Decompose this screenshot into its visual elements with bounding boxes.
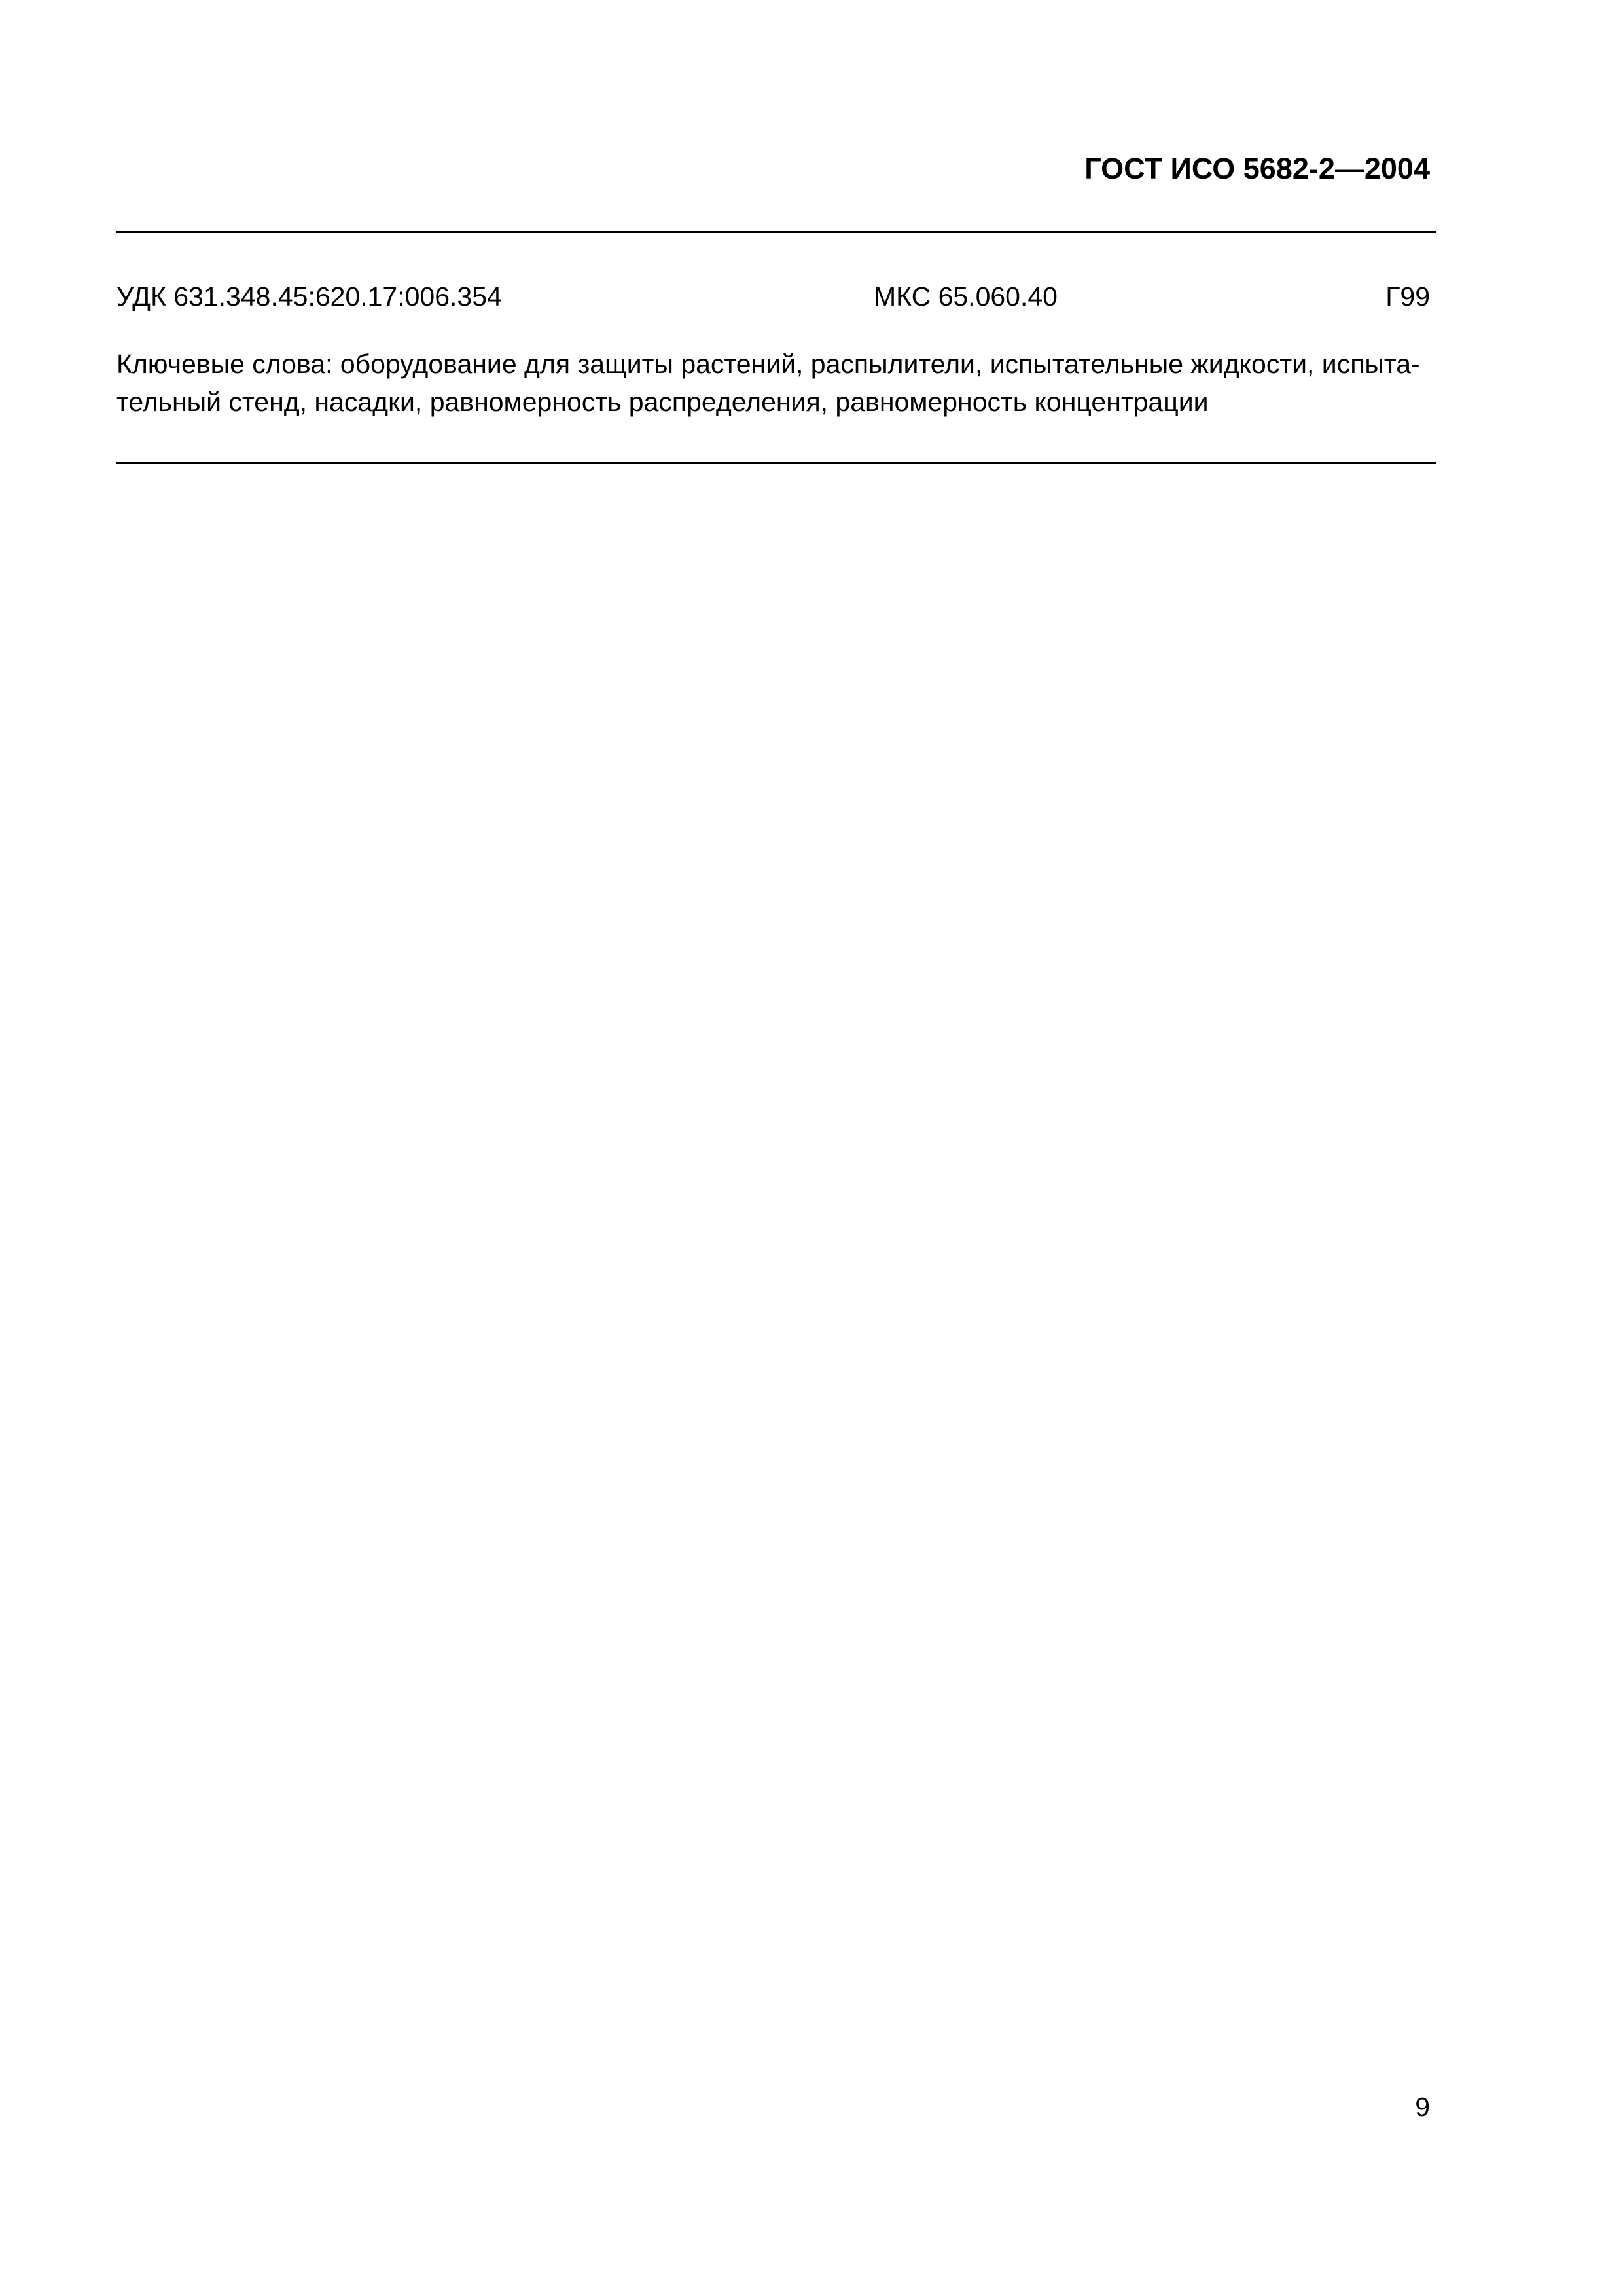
keywords-paragraph — [116, 345, 1436, 421]
document-code: ГОСТ ИСО 5682-2—2004 — [1084, 152, 1430, 185]
udk-code: УДК 631.348.45:620.17:006.354 — [116, 281, 502, 312]
page-number: 9 — [1415, 2092, 1430, 2122]
bottom-divider — [116, 462, 1436, 464]
top-divider — [116, 231, 1436, 233]
keywords-line-1: Ключевые слова: оборудование для защиты растений, распылители, испытательные жидкости, испыта- — [116, 349, 1420, 379]
classification-row — [116, 281, 1436, 321]
mks-code: МКС 65.060.40 — [874, 281, 1058, 312]
okstu-code: Г99 — [1385, 281, 1430, 312]
keywords-line-2: тельный стенд, насадки, равномерность распределения, равномерность концентрации — [116, 387, 1209, 417]
